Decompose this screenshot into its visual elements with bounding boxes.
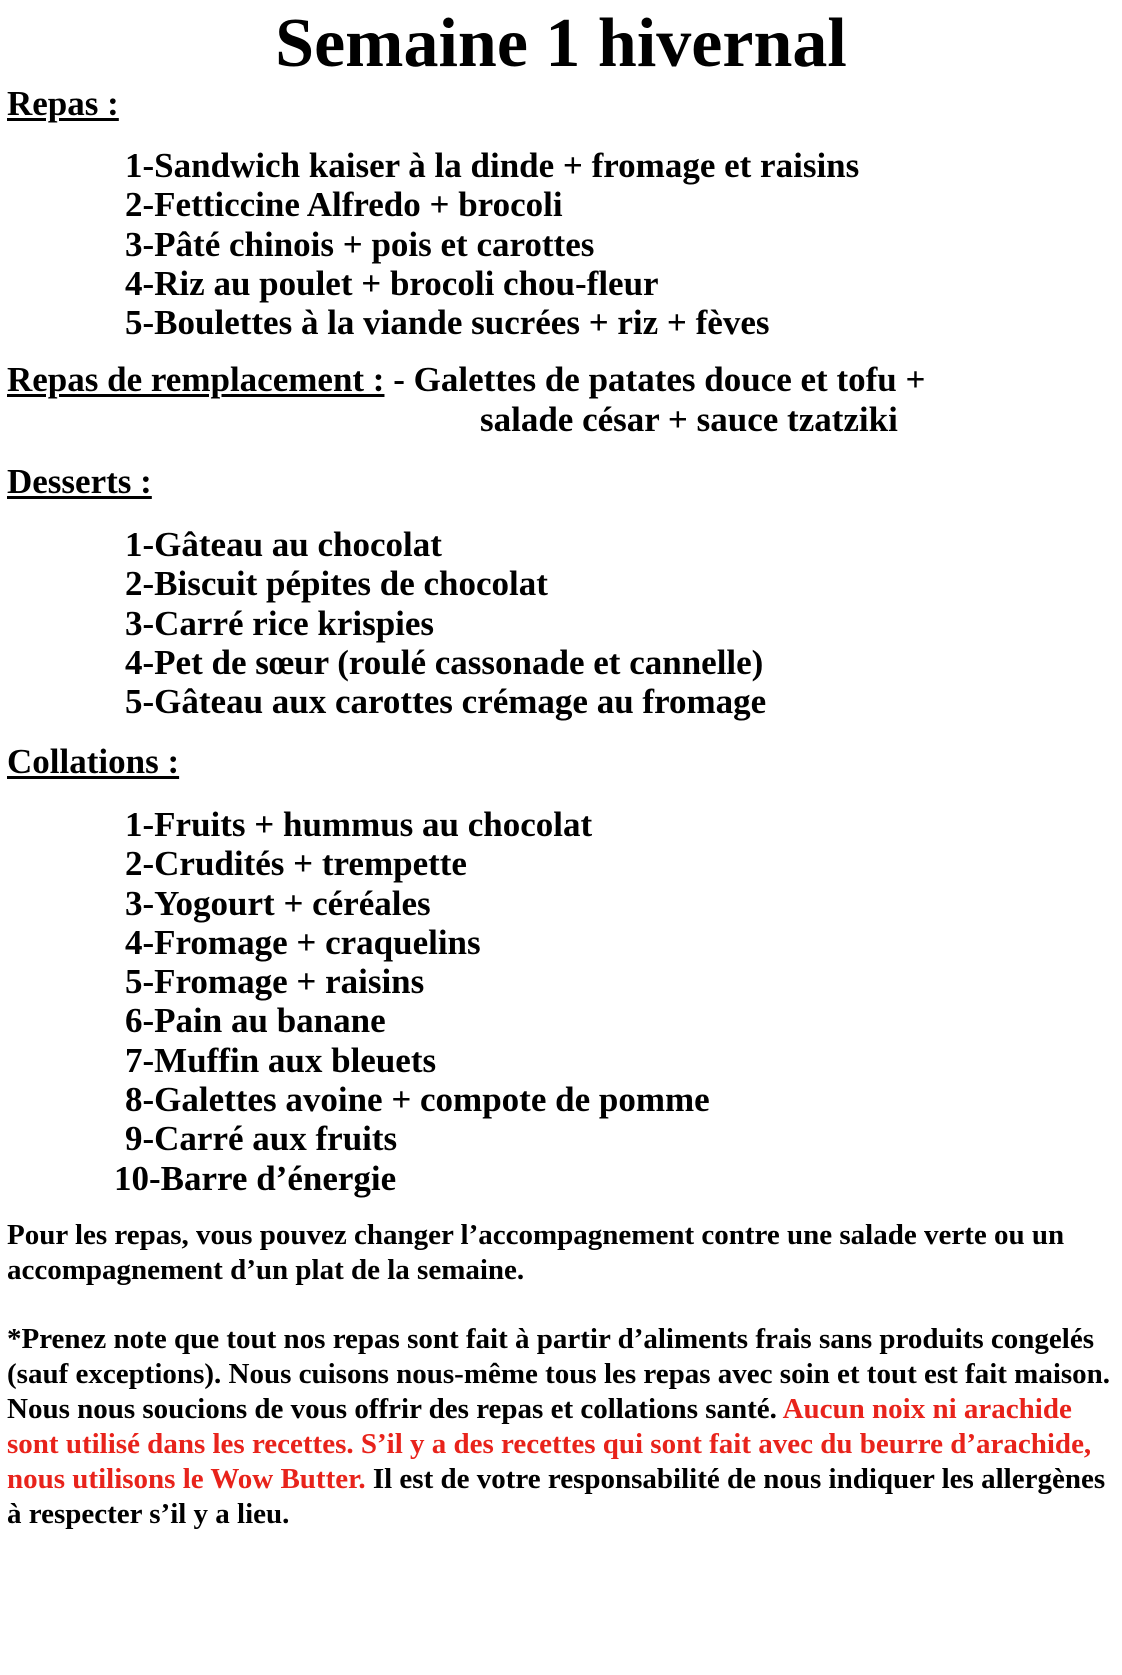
replacement-heading: Repas de remplacement : xyxy=(7,360,385,399)
snacks-list xyxy=(0,805,710,1198)
meals-list xyxy=(0,146,859,342)
desserts-heading: Desserts : xyxy=(7,462,152,501)
snacks-heading: Collations : xyxy=(7,742,180,781)
list-item: 1-Gâteau au chocolat xyxy=(125,525,442,564)
desserts-list xyxy=(0,525,766,721)
allergy-note xyxy=(7,1322,1117,1532)
list-item: 5-Fromage + raisins xyxy=(125,962,425,1002)
meals-heading: Repas : xyxy=(7,84,119,123)
list-item: 10-Barre d’énergie xyxy=(114,1158,397,1198)
list-item: 8-Galettes avoine + compote de pomme xyxy=(125,1080,710,1120)
sides-note: Pour les repas, vous pouvez changer l’accompagnement contre une salade verte ou un accompagnement d’un plat de la semaine. xyxy=(7,1219,1065,1286)
replacement-meal-line xyxy=(7,360,925,400)
list-item: 3-Carré rice krispies xyxy=(125,603,435,643)
list-item: 7-Muffin aux bleuets xyxy=(125,1040,437,1080)
replacement-text-2: salade césar + sauce tzatziki xyxy=(480,400,898,439)
list-item: 2-Crudités + trempette xyxy=(125,844,467,884)
list-item: 3-Pâté chinois + pois et carottes xyxy=(125,224,595,264)
list-item: 9-Carré aux fruits xyxy=(125,1119,398,1159)
list-item: 4-Riz au poulet + brocoli chou-fleur xyxy=(125,263,659,303)
list-item: 2-Fetticcine Alfredo + brocoli xyxy=(125,185,563,225)
list-item: 1-Fruits + hummus au chocolat xyxy=(125,805,593,844)
nut-warning: Aucun noix ni arachide sont utilisé dans les recettes. S’il y a des recettes qui sont fait avec du beurre d’arachide, nous utilisons le Wow Butter. xyxy=(7,1393,1092,1495)
list-item: 3-Yogourt + céréales xyxy=(125,883,431,923)
replacement-text-1: - Galettes de patates douce et tofu + xyxy=(384,360,926,399)
allergy-note-intro: *Prenez note que tout nos repas sont fait à partir d’aliments frais sans produits congelés (sauf exceptions). Nous cuisons nous-même tous les repas avec soin et tout est fait maison. Nous nous soucions de vous offrir des repas et collations santé. xyxy=(7,1323,1111,1425)
list-item: 5-Boulettes à la viande sucrées + riz + fèves xyxy=(125,303,770,343)
list-item: 4-Fromage + craquelins xyxy=(125,922,481,962)
page-title: Semaine 1 hivernal xyxy=(275,5,847,82)
list-item: 1-Sandwich kaiser à la dinde + fromage et raisins xyxy=(125,146,860,185)
list-item: 2-Biscuit pépites de chocolat xyxy=(125,564,548,604)
list-item: 4-Pet de sœur (roulé cassonade et cannelle) xyxy=(125,642,764,682)
list-item: 6-Pain au banane xyxy=(125,1001,386,1041)
list-item: 5-Gâteau aux carottes crémage au fromage xyxy=(125,682,767,722)
allergy-note-outro: Il est de votre responsabilité de nous indiquer les allergènes à respecter s’il y a lieu. xyxy=(7,1463,1106,1530)
